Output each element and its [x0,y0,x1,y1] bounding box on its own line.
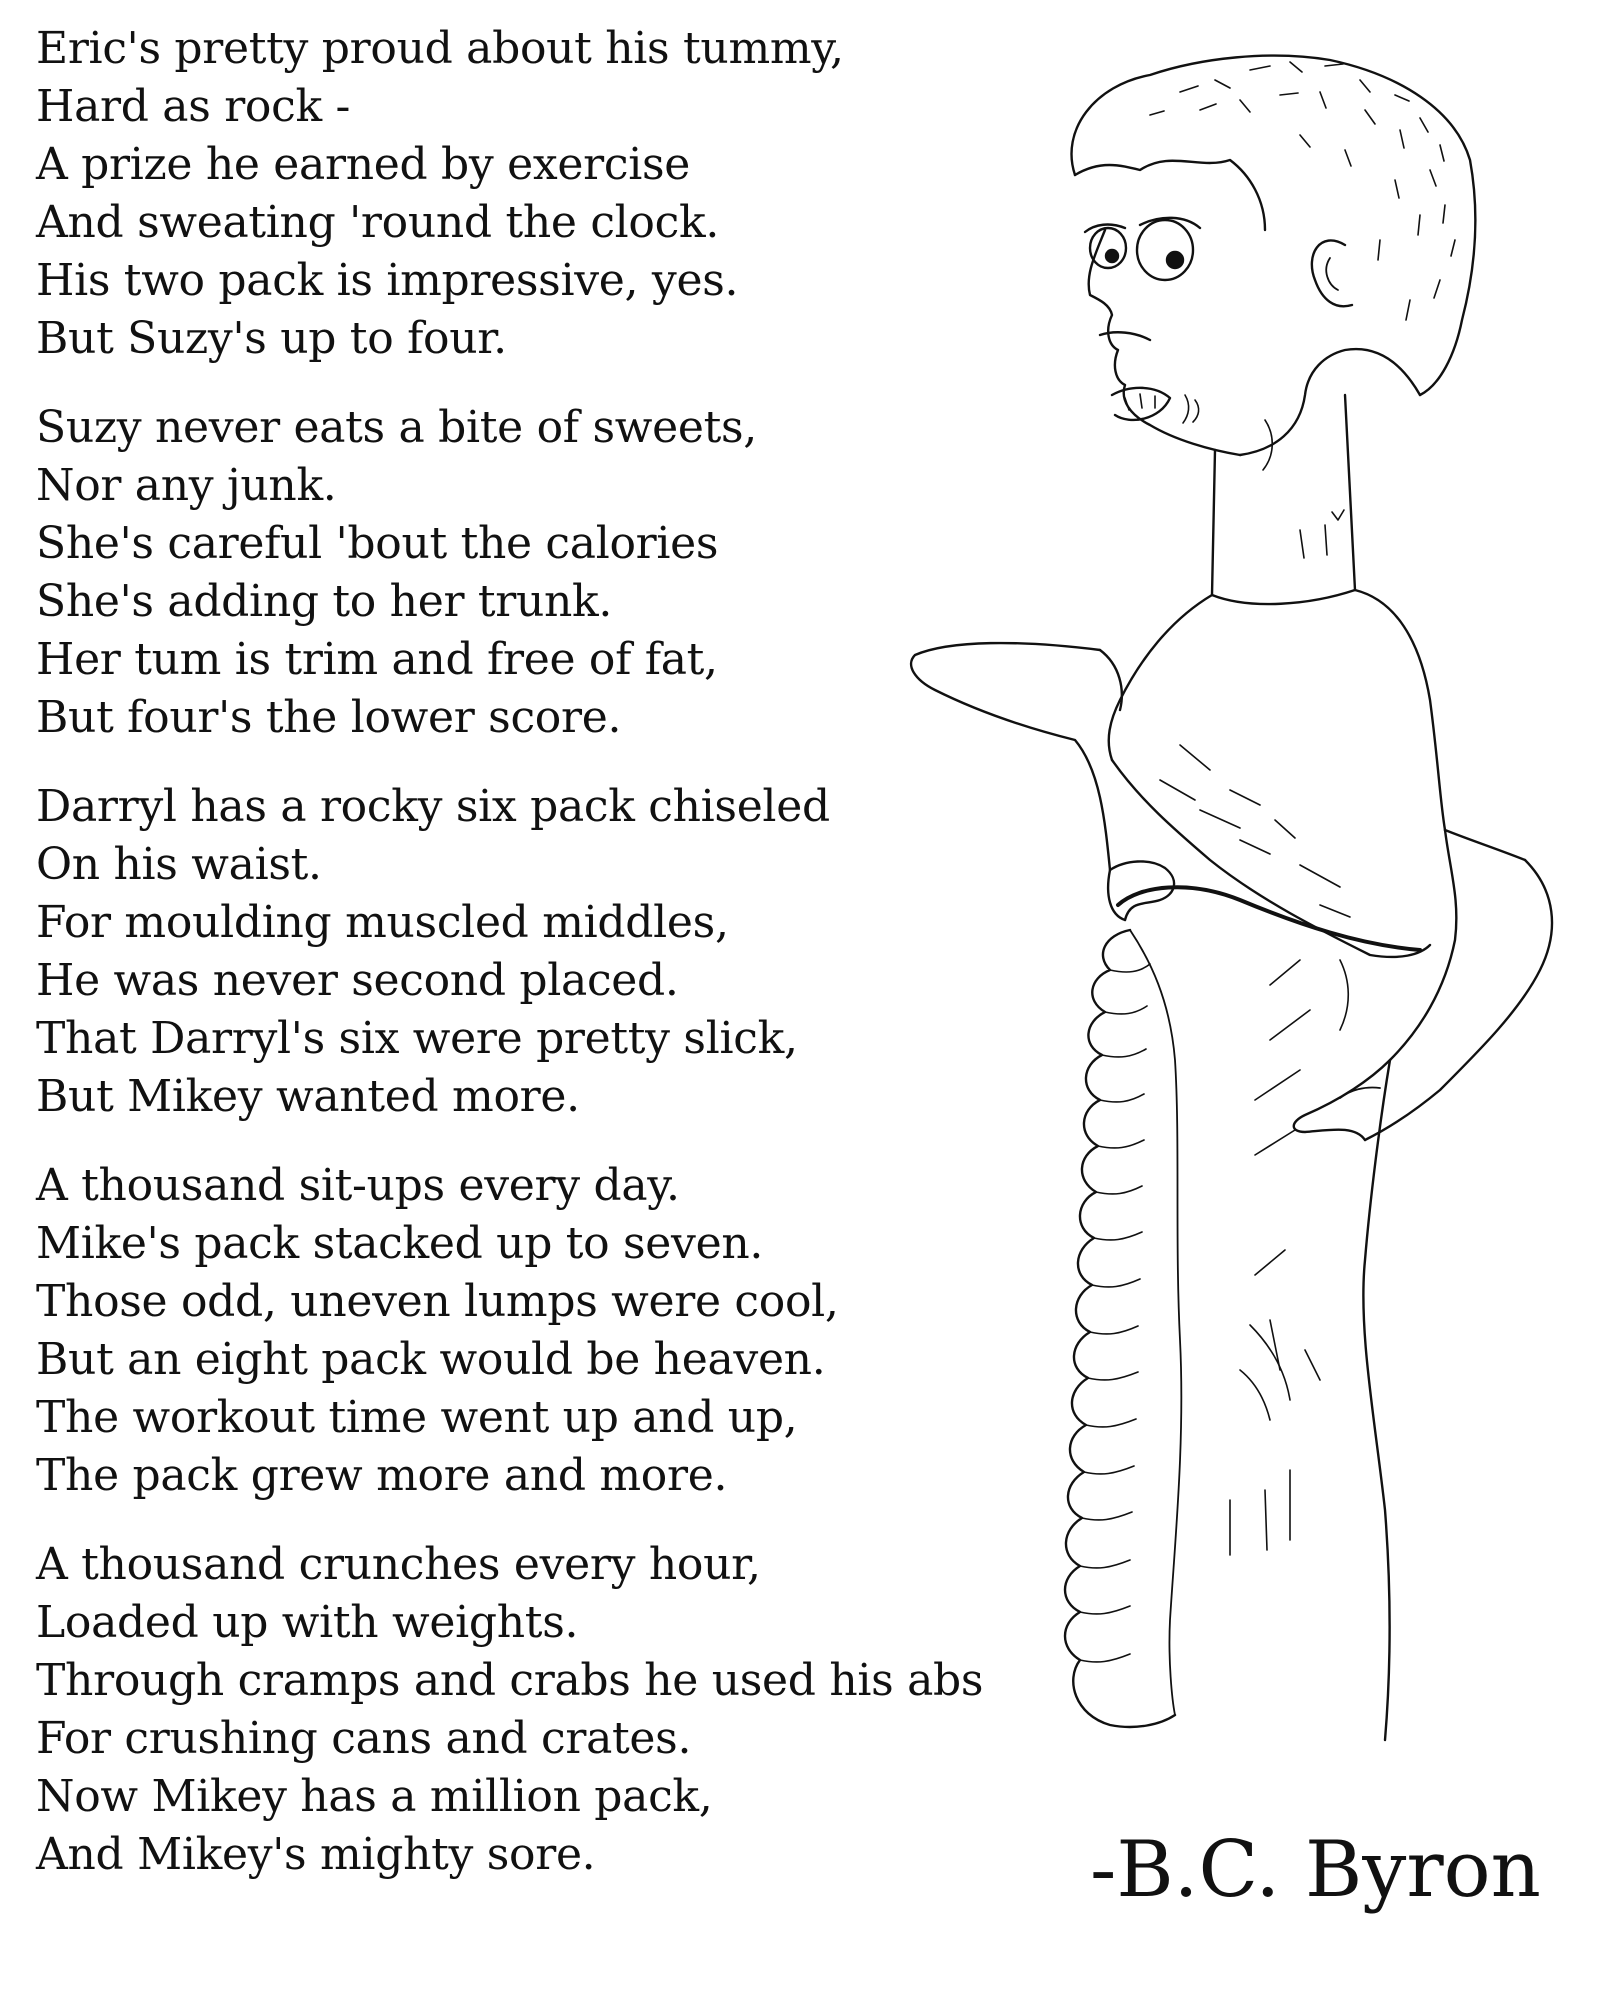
shirt-body [1109,590,1445,830]
poem-line: His two pack is impressive, yes. [36,255,739,306]
stanza-2 [36,399,986,747]
poem-line: And sweating 'round the clock. [36,197,720,248]
stanza-5 [36,1536,986,1884]
poem-line: She's adding to her trunk. [36,576,613,627]
poem-line: The workout time went up and up, [36,1392,798,1443]
left-arm [911,643,1125,920]
poem-line: She's careful 'bout the calories [36,518,719,569]
poem-line: And Mikey's mighty sore. [36,1829,596,1880]
poem-line: Darryl has a rocky six pack chiseled [36,781,830,832]
poem-line: But an eight pack would be heaven. [36,1334,826,1385]
stanza-3 [36,778,986,1126]
eye-right [1137,220,1193,280]
shirt-collar [1212,590,1355,604]
face-profile [1089,230,1240,455]
poem-line: On his waist. [36,839,322,890]
poem-line: That Darryl's six were pretty slick, [36,1013,798,1064]
hair-outline [1072,56,1476,395]
jaw [1240,349,1420,455]
abs-stack [1065,930,1175,1727]
poem [36,20,986,1915]
man-showing-abs-drawing-icon [900,30,1600,1820]
poem-line: Eric's pretty proud about his tummy, [36,23,844,74]
torso-right [1363,1060,1390,1740]
shirt-hem-lifted [1112,760,1430,957]
poem-line: Through cramps and crabs he used his abs [36,1655,984,1706]
poem-line: A thousand sit-ups every day. [36,1160,680,1211]
neck [1212,395,1355,595]
poem-line: For crushing cans and crates. [36,1713,692,1764]
poem-line: Hard as rock - [36,81,351,132]
stanza-4 [36,1157,986,1505]
ear [1312,240,1352,306]
poem-line: Loaded up with weights. [36,1597,579,1648]
poem-line: Mike's pack stacked up to seven. [36,1218,764,1269]
pointing-hand [1294,1060,1390,1140]
eye-left [1090,228,1126,268]
poem-line: For moulding muscled middles, [36,897,729,948]
author-signature: -B.C. Byron [1090,1825,1541,1915]
poem-line: But Suzy's up to four. [36,313,507,364]
poem-line: But four's the lower score. [36,692,622,743]
stanza-1 [36,20,986,368]
right-arm [1365,860,1552,1140]
poem-line: Her tum is trim and free of fat, [36,634,718,685]
poem-line: A thousand crunches every hour, [36,1539,761,1590]
poem-line: Suzy never eats a bite of sweets, [36,402,757,453]
shirt-sleeve-right [1445,830,1525,860]
poem-line: Nor any junk. [36,460,337,511]
poem-line: The pack grew more and more. [36,1450,728,1501]
poem-line: Now Mikey has a million pack, [36,1771,713,1822]
poem-line: A prize he earned by exercise [36,139,691,190]
abs-inner [1130,930,1181,1715]
poem-line: Those odd, uneven lumps were cool, [36,1276,839,1327]
poem-line: But Mikey wanted more. [36,1071,580,1122]
hair-strands [1150,62,1455,320]
poem-line: He was never second placed. [36,955,679,1006]
